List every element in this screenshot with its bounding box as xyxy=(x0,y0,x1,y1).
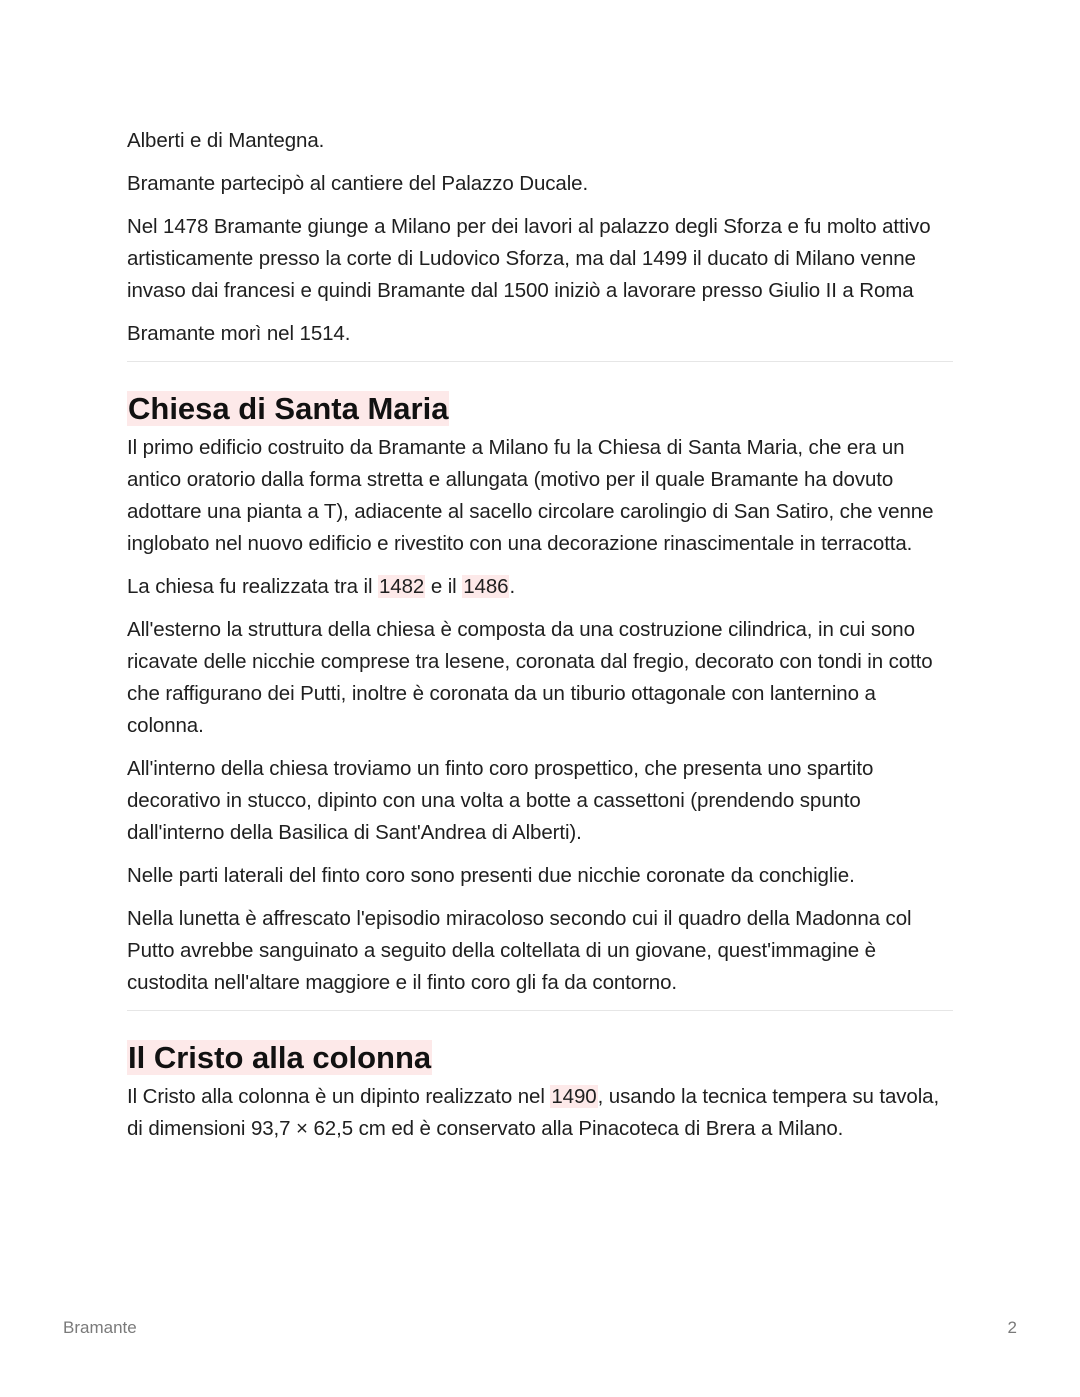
text-span: , usando la tecnica tempera su tavola, di dimensioni 93,7 × 62,5 cm ed è conservato alla Pinacoteca di Brera a Milano. xyxy=(127,1085,940,1140)
section-divider xyxy=(127,361,953,362)
text-span: . xyxy=(509,575,516,598)
paragraph: All'interno della chiesa troviamo un finto coro prospettico, che presenta uno spartito decorativo in stucco, dipinto con una volta a botte a cassettoni (prendendo spunto dall'interno della Basilica di Sant'Andrea di Alberti). xyxy=(127,757,874,844)
paragraph: Bramante morì nel 1514. xyxy=(127,322,351,345)
section-cristo xyxy=(127,1039,953,1145)
section-chiesa xyxy=(127,390,953,999)
heading-highlight: Chiesa di Santa Maria xyxy=(128,391,449,426)
paragraph: Nelle parti laterali del finto coro sono presenti due nicchie coronate da conchiglie. xyxy=(127,864,855,887)
paragraph xyxy=(127,1081,953,1145)
document-page xyxy=(127,125,953,1156)
section-biography xyxy=(127,125,953,350)
section-heading xyxy=(127,390,953,428)
text-span: Il Cristo alla colonna è un dipinto realizzato nel xyxy=(127,1085,551,1108)
paragraph: All'esterno la struttura della chiesa è composta da una costruzione cilindrica, in cui sono ricavate delle nicchie comprese tra lesene, coronata dal fregio, decorato con tondi in cotto che raffigurano dei Putti, inoltre è coronata da un tiburio ottagonale con lanternino a colonna. xyxy=(127,618,933,737)
year-highlight: 1490 xyxy=(551,1085,597,1108)
footer-title: Bramante xyxy=(63,1318,137,1337)
section-heading xyxy=(127,1039,953,1077)
year-highlight: 1486 xyxy=(463,575,509,598)
paragraph-dates xyxy=(127,571,953,603)
paragraph: Nella lunetta è affrescato l'episodio miracoloso secondo cui il quadro della Madonna col Putto avrebbe sanguinato a seguito della coltellata di un giovane, quest'immagine è custodita nell'altare maggiore e il finto coro gli fa da contorno. xyxy=(127,907,912,994)
paragraph: Alberti e di Mantegna. xyxy=(127,129,325,152)
page-number: 2 xyxy=(1007,1318,1017,1337)
paragraph: Bramante partecipò al cantiere del Palazzo Ducale. xyxy=(127,172,589,195)
section-divider xyxy=(127,1010,953,1011)
heading-highlight: Il Cristo alla colonna xyxy=(128,1040,432,1075)
paragraph: Il primo edificio costruito da Bramante a Milano fu la Chiesa di Santa Maria, che era un antico oratorio dalla forma stretta e allungata (motivo per il quale Bramante ha dovuto adottare una pianta a T), adiacente al sacello circolare carolingio di San Satiro, che venne inglobato nel nuovo edificio e rivestito con una decorazione rinascimentale in terracotta. xyxy=(127,436,934,555)
text-span: La chiesa fu realizzata tra il xyxy=(127,575,378,598)
year-highlight: 1482 xyxy=(379,575,425,598)
paragraph: Nel 1478 Bramante giunge a Milano per dei lavori al palazzo degli Sforza e fu molto attivo artisticamente presso la corte di Ludovico Sforza, ma dal 1499 il ducato di Milano venne invaso dai francesi e quindi Bramante dal 1500 iniziò a lavorare presso Giulio II a Roma xyxy=(127,215,931,302)
text-span: e il xyxy=(425,575,463,598)
